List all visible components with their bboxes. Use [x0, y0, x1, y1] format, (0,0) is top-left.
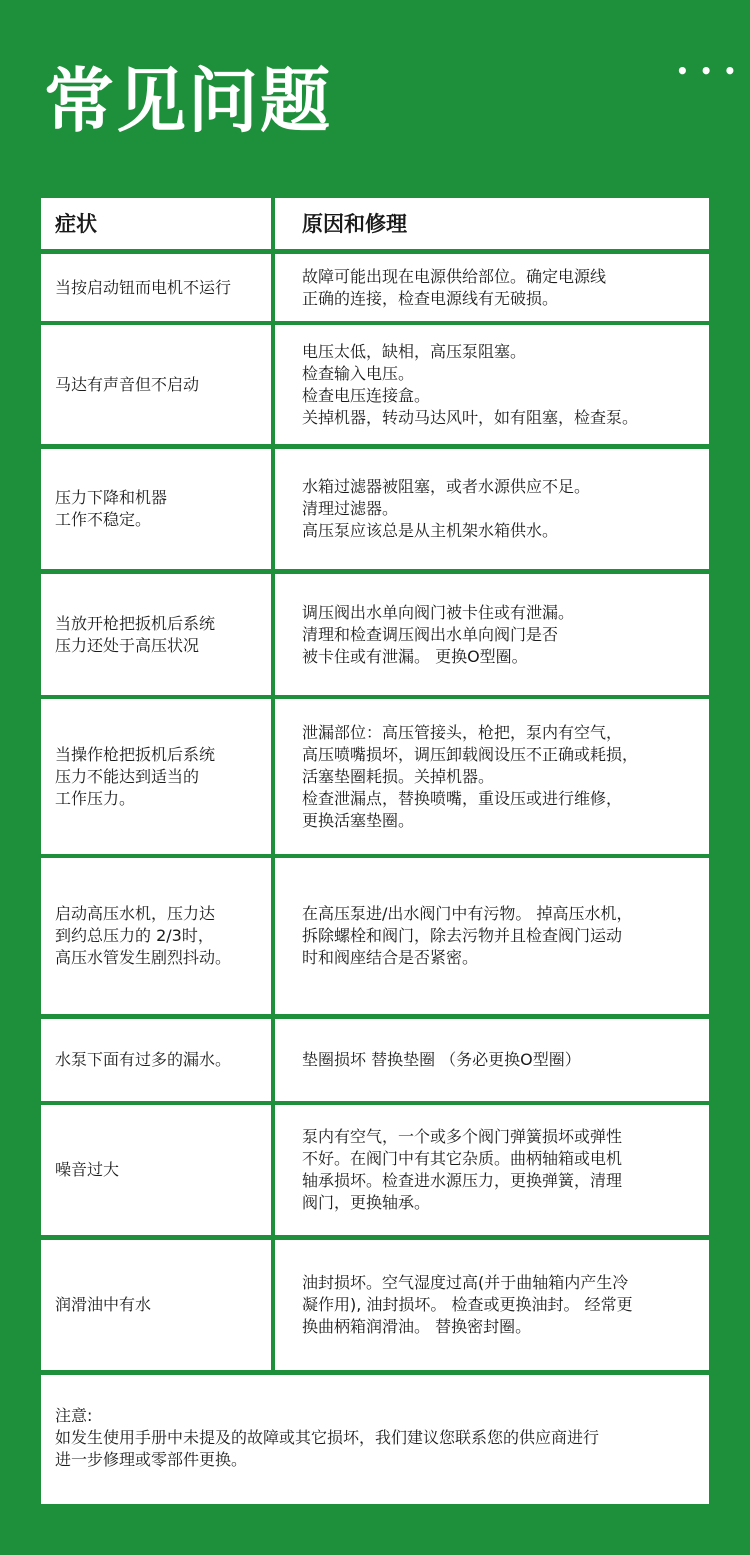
remedy-text: 调压阀出水单向阀门被卡住或有泄漏。 清理和检查调压阀出水单向阀门是否 被卡住或有泄漏。 更换O型圈。	[302, 602, 575, 666]
symptom-text: 当放开枪把扳机后系统 压力还处于高压状况	[55, 613, 216, 655]
note-label: 注意:	[55, 1406, 93, 1425]
table-row-symptom	[41, 1105, 271, 1235]
symptom-text: 启动高压水机，压力达 到约总压力的 2/3时， 高压水管发生剧烈抖动。	[55, 904, 232, 967]
header-remedy: 原因和修理	[275, 198, 709, 249]
table-row-remedy	[275, 858, 709, 1014]
symptom-text: 马达有声音但不启动	[55, 374, 200, 394]
symptom-text: 噪音过大	[55, 1160, 120, 1179]
remedy-text: 垫圈损坏 替换垫圈 （务必更换O型圈）	[302, 1050, 581, 1069]
remedy-text: 油封损坏。空气湿度过高(并于曲轴箱内产生冷 凝作用), 油封损坏。 检查或更换油封。 经常更 换曲柄箱润滑油。 替换密封圈。	[302, 1273, 633, 1336]
remedy-text: 水箱过滤器被阻塞，或者水源供应不足。 清理过滤器。 高压泵应该总是从主机架水箱供水。	[302, 477, 591, 540]
page-title: 常见问题	[44, 60, 332, 142]
remedy-text: 在高压泵进/出水阀门中有污物。 掉高压水机， 拆除螺栓和阀门，除去污物并且检查阀门运动 时和阀座结合是否紧密。	[302, 904, 633, 967]
remedy-text: 泄漏部位：高压管接头，枪把，泵内有空气， 高压喷嘴损坏，调压卸载阀设压不正确或耗损， 活塞垫圈耗损。关掉机器。 检查泄漏点，替换喷嘴，重设压或进行维修， 更换活塞垫圈。	[302, 722, 639, 830]
note-text: 如发生使用手册中未提及的故障或其它损坏，我们建议您联系您的供应商进行 进一步修理或零部件更换。	[55, 1428, 600, 1469]
table-row-symptom	[41, 325, 271, 444]
more-dots-icon[interactable]: • • •	[676, 59, 739, 83]
remedy-text: 泵内有空气，一个或多个阀门弹簧损坏或弹性 不好。在阀门中有其它杂质。曲柄轴箱或电机 轴承损坏。检查进水源压力，更换弹簧，清理 阀门，更换轴承。	[302, 1127, 623, 1212]
symptom-text: 润滑油中有水	[55, 1295, 152, 1314]
remedy-text: 故障可能出现在电源供给部位。确定电源线 正确的连接，检查电源线有无破损。	[302, 266, 607, 308]
table-row-symptom	[41, 699, 271, 854]
table-row-remedy	[275, 699, 709, 854]
table-row-symptom	[41, 1240, 271, 1370]
header-symptom: 症状	[41, 198, 271, 249]
symptom-text: 当操作枪把扳机后系统 压力不能达到适当的 工作压力。	[55, 744, 216, 808]
table-row-symptom	[41, 858, 271, 1014]
table-row-remedy	[275, 574, 709, 695]
table-row-symptom	[41, 1019, 271, 1101]
table-row-remedy	[275, 1240, 709, 1370]
table-row-remedy	[275, 325, 709, 444]
table-row-remedy	[275, 254, 709, 321]
remedy-text: 电压太低，缺相，高压泵阻塞。 检查输入电压。 检查电压连接盒。 关掉机器，转动马达风叶，如有阻塞，检查泵。	[302, 341, 639, 427]
symptom-text: 压力下降和机器 工作不稳定。	[55, 488, 168, 529]
table-row-remedy	[275, 449, 709, 569]
note-box	[41, 1375, 709, 1504]
symptom-text: 水泵下面有过多的漏水。	[55, 1050, 232, 1069]
symptom-text: 当按启动钮而电机不运行	[55, 277, 232, 297]
table-row-remedy	[275, 1019, 709, 1101]
table-row-remedy	[275, 1105, 709, 1235]
table-row-symptom	[41, 574, 271, 695]
table-row-symptom	[41, 254, 271, 321]
table-row-symptom	[41, 449, 271, 569]
